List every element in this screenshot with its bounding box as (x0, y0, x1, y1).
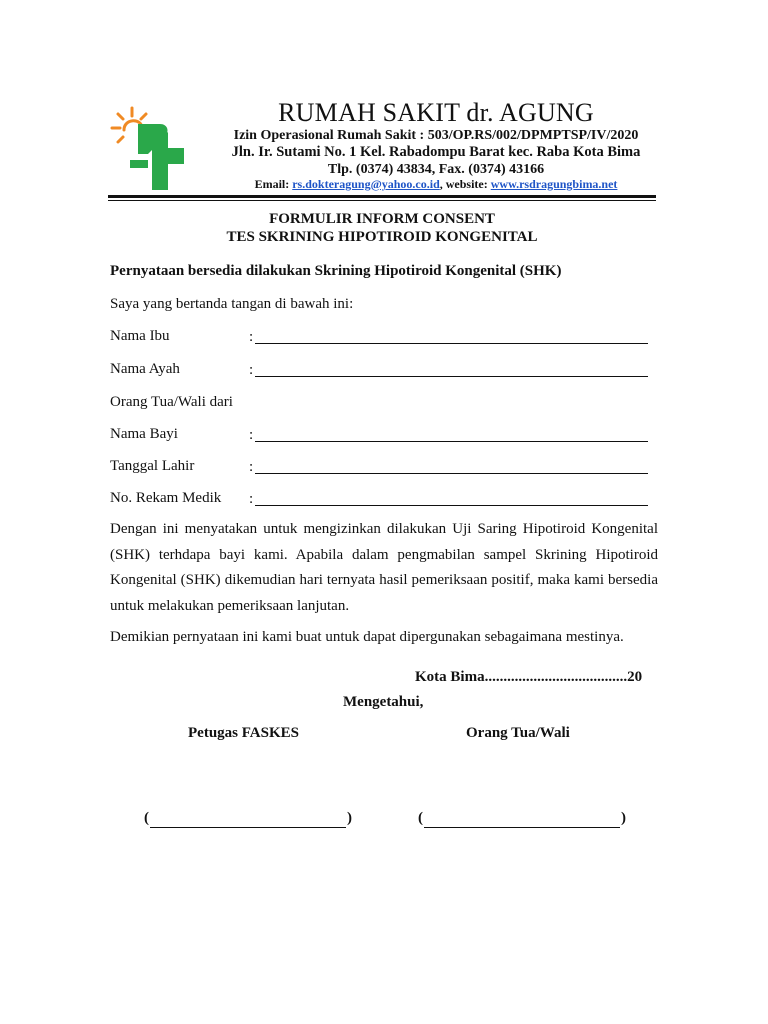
email-label: Email: (254, 177, 293, 191)
paren-close: ) (347, 810, 352, 826)
email-link[interactable]: rs.dokteragung@yahoo.co.id (292, 177, 440, 191)
field-colon: : (249, 491, 254, 507)
form-title: FORMULIR INFORM CONSENT (269, 211, 495, 227)
intro-text: Saya yang bertanda tangan di bawah ini: (110, 296, 354, 312)
hospital-phone: Tlp. (0374) 43834, Fax. (0374) 43166 (327, 162, 545, 177)
field-label-tanggal-lahir: Tanggal Lahir (110, 458, 195, 474)
field-label-no-rekam-medik: No. Rekam Medik (110, 490, 222, 506)
signature-blank (424, 813, 620, 828)
hospital-name: RUMAH SAKIT dr. AGUNG (278, 98, 594, 127)
paren-open: ( (418, 810, 423, 826)
signer-faskes-label: Petugas FASKES (188, 725, 299, 741)
field-colon: : (249, 459, 254, 475)
cross-sun-logo-icon (108, 104, 204, 200)
operating-permit: Izin Operasional Rumah Sakit : 503/OP.RS/002/DPMPTSP/IV/2020 (233, 128, 639, 143)
letterhead-divider-thick (108, 195, 656, 198)
letterhead-divider-thin (108, 200, 656, 201)
paren-close: ) (621, 810, 626, 826)
nama-bayi-field[interactable] (255, 441, 648, 442)
website-label: , website: (439, 177, 491, 191)
consent-paragraph: Dengan ini menyatakan untuk mengizinkan dilakukan Uji Saring Hipotiroid Kongenital (SHK) terhdapa bayi kami. Apabila dalam pengmabilan sampel Skrining Hipotiroid Kongenital (SHK) dikemudian hari ternyata hasil pemeriksaan positif, maka kami bersedia untuk melakukan pemeriksaan lanjutan. (110, 521, 658, 614)
guardian-signature-line[interactable] (418, 808, 626, 828)
hospital-logo (108, 104, 204, 200)
signer-guardian-label: Orang Tua/Wali (466, 725, 570, 741)
hospital-address: Jln. Ir. Sutami No. 1 Kel. Rabadompu Barat kec. Raba Kota Bima (231, 144, 641, 160)
place-date: Kota Bima......................................20 (415, 669, 643, 685)
form-subtitle: TES SKRINING HIPOTIROID KONGENITAL (226, 229, 538, 245)
field-colon: : (249, 427, 254, 443)
tanggal-lahir-field[interactable] (255, 473, 648, 474)
field-label-nama-bayi: Nama Bayi (110, 426, 178, 442)
nama-ibu-field[interactable] (255, 343, 648, 344)
nama-ayah-field[interactable] (255, 376, 648, 377)
paren-open: ( (144, 810, 149, 826)
field-colon: : (249, 362, 254, 378)
faskes-signature-line[interactable] (144, 808, 352, 828)
contact-line (210, 177, 662, 191)
statement-heading: Pernyataan bersedia dilakukan Skrining Hipotiroid Kongenital (SHK) (110, 263, 562, 279)
field-label-nama-ibu: Nama Ibu (110, 328, 170, 344)
closing-statement: Demikian pernyataan ini kami buat untuk dapat dipergunakan sebagaimana mestinya. (110, 629, 624, 645)
signature-blank (150, 813, 346, 828)
website-link[interactable]: www.rsdragungbima.net (490, 177, 618, 191)
field-label-nama-ayah: Nama Ayah (110, 361, 180, 377)
no-rekam-medik-field[interactable] (255, 505, 648, 506)
acknowledged-label: Mengetahui, (343, 694, 424, 710)
field-colon: : (249, 329, 254, 345)
guardian-of-label: Orang Tua/Wali dari (110, 394, 233, 410)
